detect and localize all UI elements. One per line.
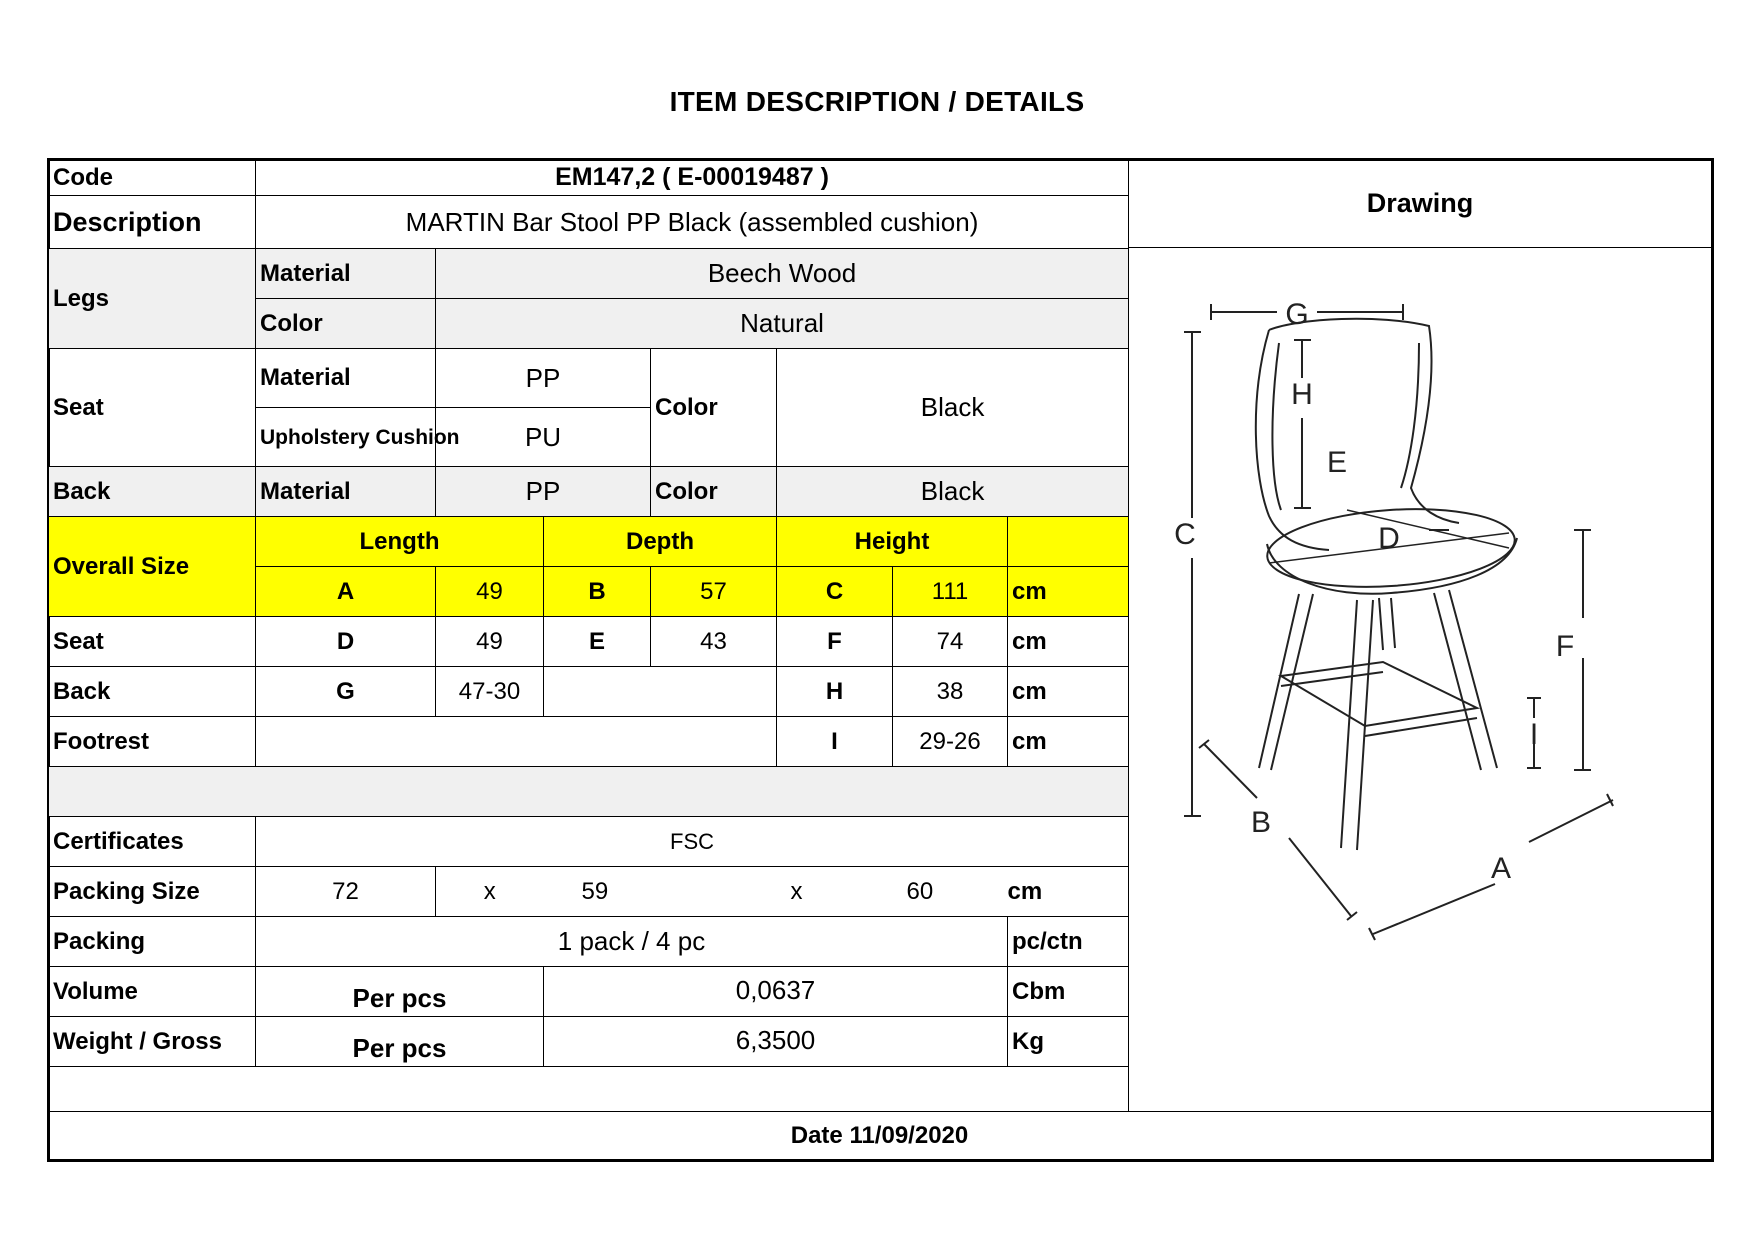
packing-size-unit: cm [1008, 867, 1129, 917]
length-label: Length [256, 517, 544, 567]
volume-value: 0,0637 [544, 967, 1008, 1017]
legs-color-value: Natural [436, 299, 1129, 349]
overall-header-empty [1008, 517, 1129, 567]
packing-size-width: 59 [544, 867, 777, 917]
description-value: MARTIN Bar Stool PP Black (assembled cushion) [256, 196, 1129, 249]
legs-label: Legs [49, 249, 256, 349]
back-color-value: Black [777, 467, 1129, 517]
back-dims-row [49, 667, 1129, 717]
dim-f-letter: F [777, 617, 893, 667]
weight-row [49, 1017, 1129, 1067]
label-f: F [1555, 630, 1575, 663]
packing-size-length: 72 [256, 867, 436, 917]
description-row [49, 196, 1129, 249]
seat-material-value: PP [436, 349, 651, 408]
dim-d-letter: D [256, 617, 436, 667]
bar-stool-drawing [1129, 248, 1712, 1111]
overall-size-label: Overall Size [49, 517, 256, 617]
back-label: Back [49, 467, 256, 517]
dim-h-letter: H [777, 667, 893, 717]
dim-a-value: 49 [436, 567, 544, 617]
drawing-area [1128, 248, 1711, 1111]
dim-f-value: 74 [893, 617, 1008, 667]
dim-d-value: 49 [436, 617, 544, 667]
page-title: ITEM DESCRIPTION / DETAILS [669, 86, 1085, 117]
back-dims-unit: cm [1008, 667, 1129, 717]
packing-label: Packing [49, 917, 256, 967]
footrest-unit: cm [1008, 717, 1129, 767]
weight-per-label: Per pcs [256, 1017, 544, 1067]
legs-material-label: Material [256, 249, 436, 299]
dim-c-letter: C [777, 567, 893, 617]
dim-e-value: 43 [651, 617, 777, 667]
date-line: Date 11/09/2020 [48, 1111, 1711, 1160]
seat-dims-label: Seat [49, 617, 256, 667]
label-e: E [1326, 446, 1348, 479]
spacer-band [49, 767, 1129, 817]
back-dims-label: Back [49, 667, 256, 717]
dim-i-value: 29-26 [893, 717, 1008, 767]
dim-g-letter: G [256, 667, 436, 717]
legs-material-value: Beech Wood [436, 249, 1129, 299]
dim-b-value: 57 [651, 567, 777, 617]
drawing-label: Drawing [1128, 159, 1711, 248]
footrest-row [49, 717, 1129, 767]
dim-a-letter: A [256, 567, 436, 617]
packing-size-height: 60 [893, 867, 1008, 917]
packing-size-x2: x [777, 867, 893, 917]
depth-label: Depth [544, 517, 777, 567]
weight-unit: Kg [1008, 1017, 1129, 1067]
legs-material-row [49, 249, 1129, 299]
seat-color-label: Color [651, 349, 777, 467]
label-d: D [1378, 522, 1400, 555]
volume-per-label: Per pcs [256, 967, 544, 1017]
footrest-empty [256, 717, 777, 767]
packing-value: 1 pack / 4 pc [256, 917, 1008, 967]
label-i: I [1529, 718, 1539, 751]
volume-row [49, 967, 1129, 1017]
dim-c-value: 111 [893, 567, 1008, 617]
label-c: C [1174, 518, 1196, 551]
packing-unit: pc/ctn [1008, 917, 1129, 967]
back-material-label: Material [256, 467, 436, 517]
label-a: A [1490, 852, 1512, 885]
seat-upholstery-value: PU [436, 408, 651, 467]
legs-color-label: Color [256, 299, 436, 349]
packing-size-label: Packing Size [49, 867, 256, 917]
spec-table [48, 159, 1129, 1067]
label-b: B [1250, 806, 1272, 839]
seat-dims-unit: cm [1008, 617, 1129, 667]
label-h: H [1291, 378, 1313, 411]
back-color-label: Color [651, 467, 777, 517]
packing-row [49, 917, 1129, 967]
footrest-label: Footrest [49, 717, 256, 767]
seat-material-row [49, 349, 1129, 408]
seat-upholstery-label: Upholstery Cushion [256, 408, 436, 467]
weight-value: 6,3500 [544, 1017, 1008, 1067]
back-dims-empty [544, 667, 777, 717]
dim-e-letter: E [544, 617, 651, 667]
back-material-row [49, 467, 1129, 517]
volume-label: Volume [49, 967, 256, 1017]
overall-size-header-row [49, 517, 1129, 567]
seat-color-value: Black [777, 349, 1129, 467]
dim-b-letter: B [544, 567, 651, 617]
description-label: Description [49, 196, 256, 249]
dim-i-letter: I [777, 717, 893, 767]
packing-size-row [49, 867, 1129, 917]
weight-label: Weight / Gross [49, 1017, 256, 1067]
certificates-label: Certificates [49, 817, 256, 867]
seat-dims-row [49, 617, 1129, 667]
overall-unit: cm [1008, 567, 1129, 617]
dim-g-value: 47-30 [436, 667, 544, 717]
seat-material-label: Material [256, 349, 436, 408]
label-g: G [1285, 298, 1309, 331]
certificates-value: FSC [256, 817, 1129, 867]
dim-h-value: 38 [893, 667, 1008, 717]
packing-size-x1: x [436, 867, 544, 917]
code-value: EM147,2 ( E-00019487 ) [256, 160, 1129, 196]
spacer-row [49, 767, 1129, 817]
certificates-row [49, 817, 1129, 867]
back-material-value: PP [436, 467, 651, 517]
code-label: Code [49, 160, 256, 196]
seat-label: Seat [49, 349, 256, 467]
code-row [49, 160, 1129, 196]
volume-unit: Cbm [1008, 967, 1129, 1017]
height-label: Height [777, 517, 1008, 567]
